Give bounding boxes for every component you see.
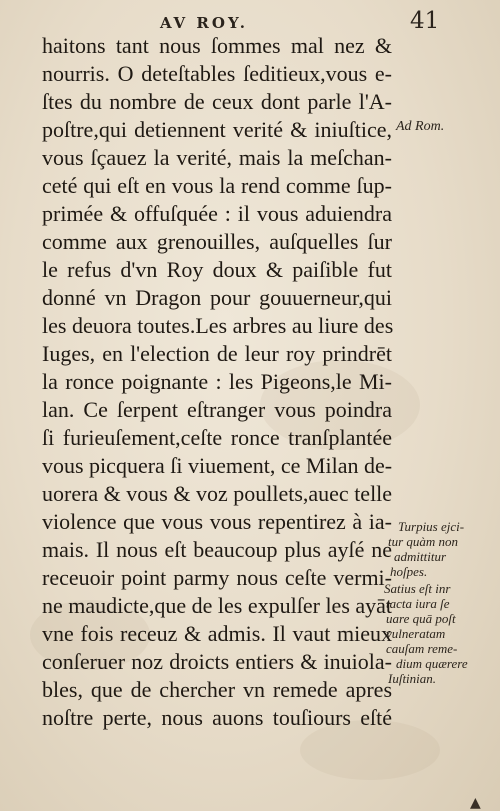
text-line: comme aux grenouilles, auſquelles ſur	[42, 229, 392, 254]
margin-note-line: tur quàm non	[388, 534, 459, 549]
text-line: vous ſçauez la verité, mais la meſchan-	[42, 145, 392, 170]
text-line: Iuges, en l'election de leur roy prindrēt	[42, 341, 392, 366]
text-line: ceté qui eſt en vous la rend comme ſup-	[42, 173, 392, 198]
text-line: violence que vous vous repentirez à ia-	[42, 509, 392, 534]
corner-mark: ▲	[470, 795, 481, 811]
text-line: lan. Ce ſerpent eſtranger vous poindra	[42, 397, 392, 422]
margin-note-ad-rom: Ad Rom.	[396, 119, 445, 134]
margin-note-line: vulneratam	[386, 626, 446, 641]
text-line: vous picquera ſi viuement, ce Milan de-	[42, 453, 393, 478]
text-line: les deuora toutes.Les arbres au liure des	[42, 313, 394, 338]
text-line: le refus d'vn Roy doux & paiſible fut	[42, 257, 392, 282]
margin-note-line: Iuſtinian.	[388, 671, 437, 686]
text-line: receuoir point parmy nous ceſte vermi-	[42, 565, 392, 590]
text-line: mais. Il nous eſt beaucoup plus ayſé ne	[42, 537, 392, 562]
margin-note-line: admittitur	[394, 549, 447, 564]
page-number: 41	[410, 8, 440, 34]
margin-note-line: uare quā poſt	[386, 611, 456, 626]
text-line: noſtre perte, nous auons touſiours eſté	[42, 705, 392, 730]
margin-note-line: dium quærere	[396, 656, 468, 671]
text-line: donné vn Dragon pour gouuerneur,qui	[42, 285, 392, 310]
margin-note-line: Turpius ejci-	[398, 519, 465, 534]
margin-note-line: cauſam reme-	[386, 641, 458, 656]
text-line: nourris. O deteſtables ſeditieux,vous e-	[42, 61, 392, 86]
text-line: ſi furieuſement,ceſte ronce tranſplantée	[42, 425, 392, 450]
text-line: ne maudicte,que de les expulſer les ayāt	[42, 593, 393, 618]
text-line: conſeruer noz droicts entiers & inuiola-	[42, 649, 392, 674]
margin-note-line: hoſpes.	[390, 564, 428, 579]
text-line: poſtre,qui detiennent verité & iniuſtice,	[42, 117, 392, 142]
margin-note-line: tacta iura ſe	[386, 596, 450, 611]
text-line: la ronce poignante : les Pigeons,le Mi-	[42, 369, 392, 394]
text-line: uorera & vous & voz poullets,auec telle	[42, 481, 393, 506]
text-line: vne fois receuz & admis. Il vaut mieux	[42, 621, 392, 646]
text-line: ſtes du nombre de ceux dont parle l'A-	[42, 89, 392, 114]
margin-note-line: Satius eſt inr	[384, 581, 451, 596]
text-line: haitons tant nous ſommes mal nez &	[42, 33, 392, 58]
text-line: primée & offuſquée : il vous aduiendra	[42, 201, 392, 226]
running-head: AV ROY.	[160, 14, 248, 32]
text-line: bles, que de chercher vn remede apres	[42, 677, 392, 702]
